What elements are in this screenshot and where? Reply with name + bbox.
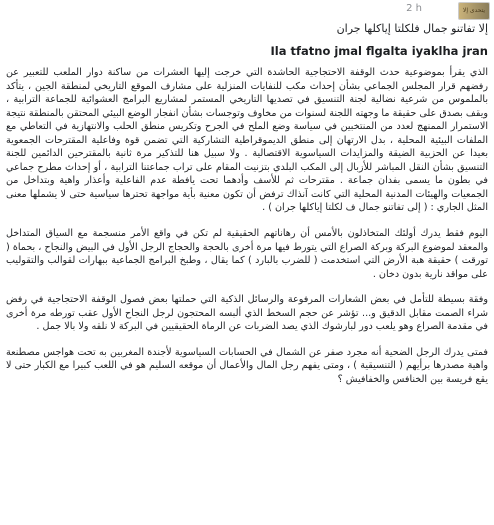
author-avatar[interactable]: يتحدى إلا	[458, 2, 490, 20]
post-header	[0, 0, 494, 20]
post-title-latin: Ila tfatno jmal flgalta iyaklha jran	[270, 44, 488, 58]
post-title-arabic: إلا تفاتنو جمال فلكلتا إياكلها جران	[336, 22, 488, 35]
post-timestamp[interactable]: 2 h	[406, 3, 422, 14]
post-paragraph: اليوم فقط يدرك أولئك المتخاذلون بالأمس أن رهاناتهم الحقيقية لم تكن في واقع الأمر منسجمة مع السياق المتداخل والمعقد لموضوع البركة وبركة الصراع التي يتورط فيها مرة أخرى بالحجة والحجاج الرجل الأول في البيض والنجاح ، بحماة ( تورقت ) حقيقة هبة الأرض التي استخدمت ( للضرب بالبارد ) كما يقال ، وطبخ البرامج الجماعية ببهارات لقوالب والتقوليب على مواقد نارية بدون دخان .	[6, 228, 488, 280]
post-body	[6, 66, 488, 386]
post-paragraph: فمتى يدرك الرجل الضحية أنه مجرد صفر عن الشمال في الحسابات السياسوية لأجندة المغربين به تحت هواجس مصطنعة واهية مصدرها برأيهم ( التنسيقية ) ، ومتى يفهم رجل المال والأعمال أن موقعه السليم هو في اللعب كبيرا مع الكبار حتى لا يقع فريسة بين الخنافس والخفافيش ؟	[6, 346, 488, 385]
post-paragraph: وفقة بسيطة للتأمل في بعض الشعارات المرفوعة والرسائل الذكية التي حملتها بعض فصول الوقفة الاحتجاجية في رفض شراء الصمت مقابل الدقيق و... تؤشر عن حجم السخط الذي ألبسه المحتجون لرجل النجاح الأول عقب تورطه مرة أخرى في مقدمة الصراع وهو يلعب دور لبارشوك الذي يصد الضربات عن الرماة الحقيقيين في البركة لا نلقه ولا بالا جمل .	[6, 294, 488, 333]
post-paragraph: الذي يقرأ بموضوعية حدث الوقفة الاحتجاجية الحاشدة التي خرجت إليها العشرات من ساكنة دوار الملعب للتعبير عن رفضهم قرار المجلس الجماعي بشأن إحداث مكب للنفايات المنزلية على مشارف الموقع التاريخي لمنطقة الجين ، يتأكد بالملموس من شرعية نضالية لجنة التنسيق في تصديها التاريخي المستمر لمشاريع البرامج العشوائية للجماعة الترابية ، ويقف بصدق على حقيقة ما وجهته اللجنة لسنوات من مخاوف وتوجسات بشأن انفجار الوضع البيئي المحتقن بالمنطقة نتيجة الاستمرار الممنهج لعدد من المنتخبين في سياسة وضع الملح في الجرح وتكريس منطق الحلب والانتهازية في التعاطي مع الملفات البيئية المحلية ، بدل الارتهان إلى منطق الديموقراطية التشاركية التي تضمن قوة وفاعلية المقترحات الجمعوية بعيدا عن الحزبية الضيقة والمزايدات السياسوية الاقتصالية . ولا سبيل هنا للتذكير مرة ثانية بالمقترحين الدائمين للجنة التنسيق بشأن النقل المباشر للأزبال إلى المكب البلدي بتزنيت المقام على تراب جماعتنا الترابية ، أو إحداث مطرح جماعي في بطون ما يسمى بفدان جماعة . مقترحات ثم للأسف وأدهما تحت يافطة عدم الفاعلية وأعذار واهية وبتداخل من الجمعيات والهيئات المدنية المحلية التي كانت آنذاك ترفض أن تكون معنية بأية مواجهة تحترها سياسية حتى لا يشملها معنى المثل الجاري : ( إلى تفاتنو جمال ف لكلتا إياكلها جران ) .	[6, 67, 488, 214]
